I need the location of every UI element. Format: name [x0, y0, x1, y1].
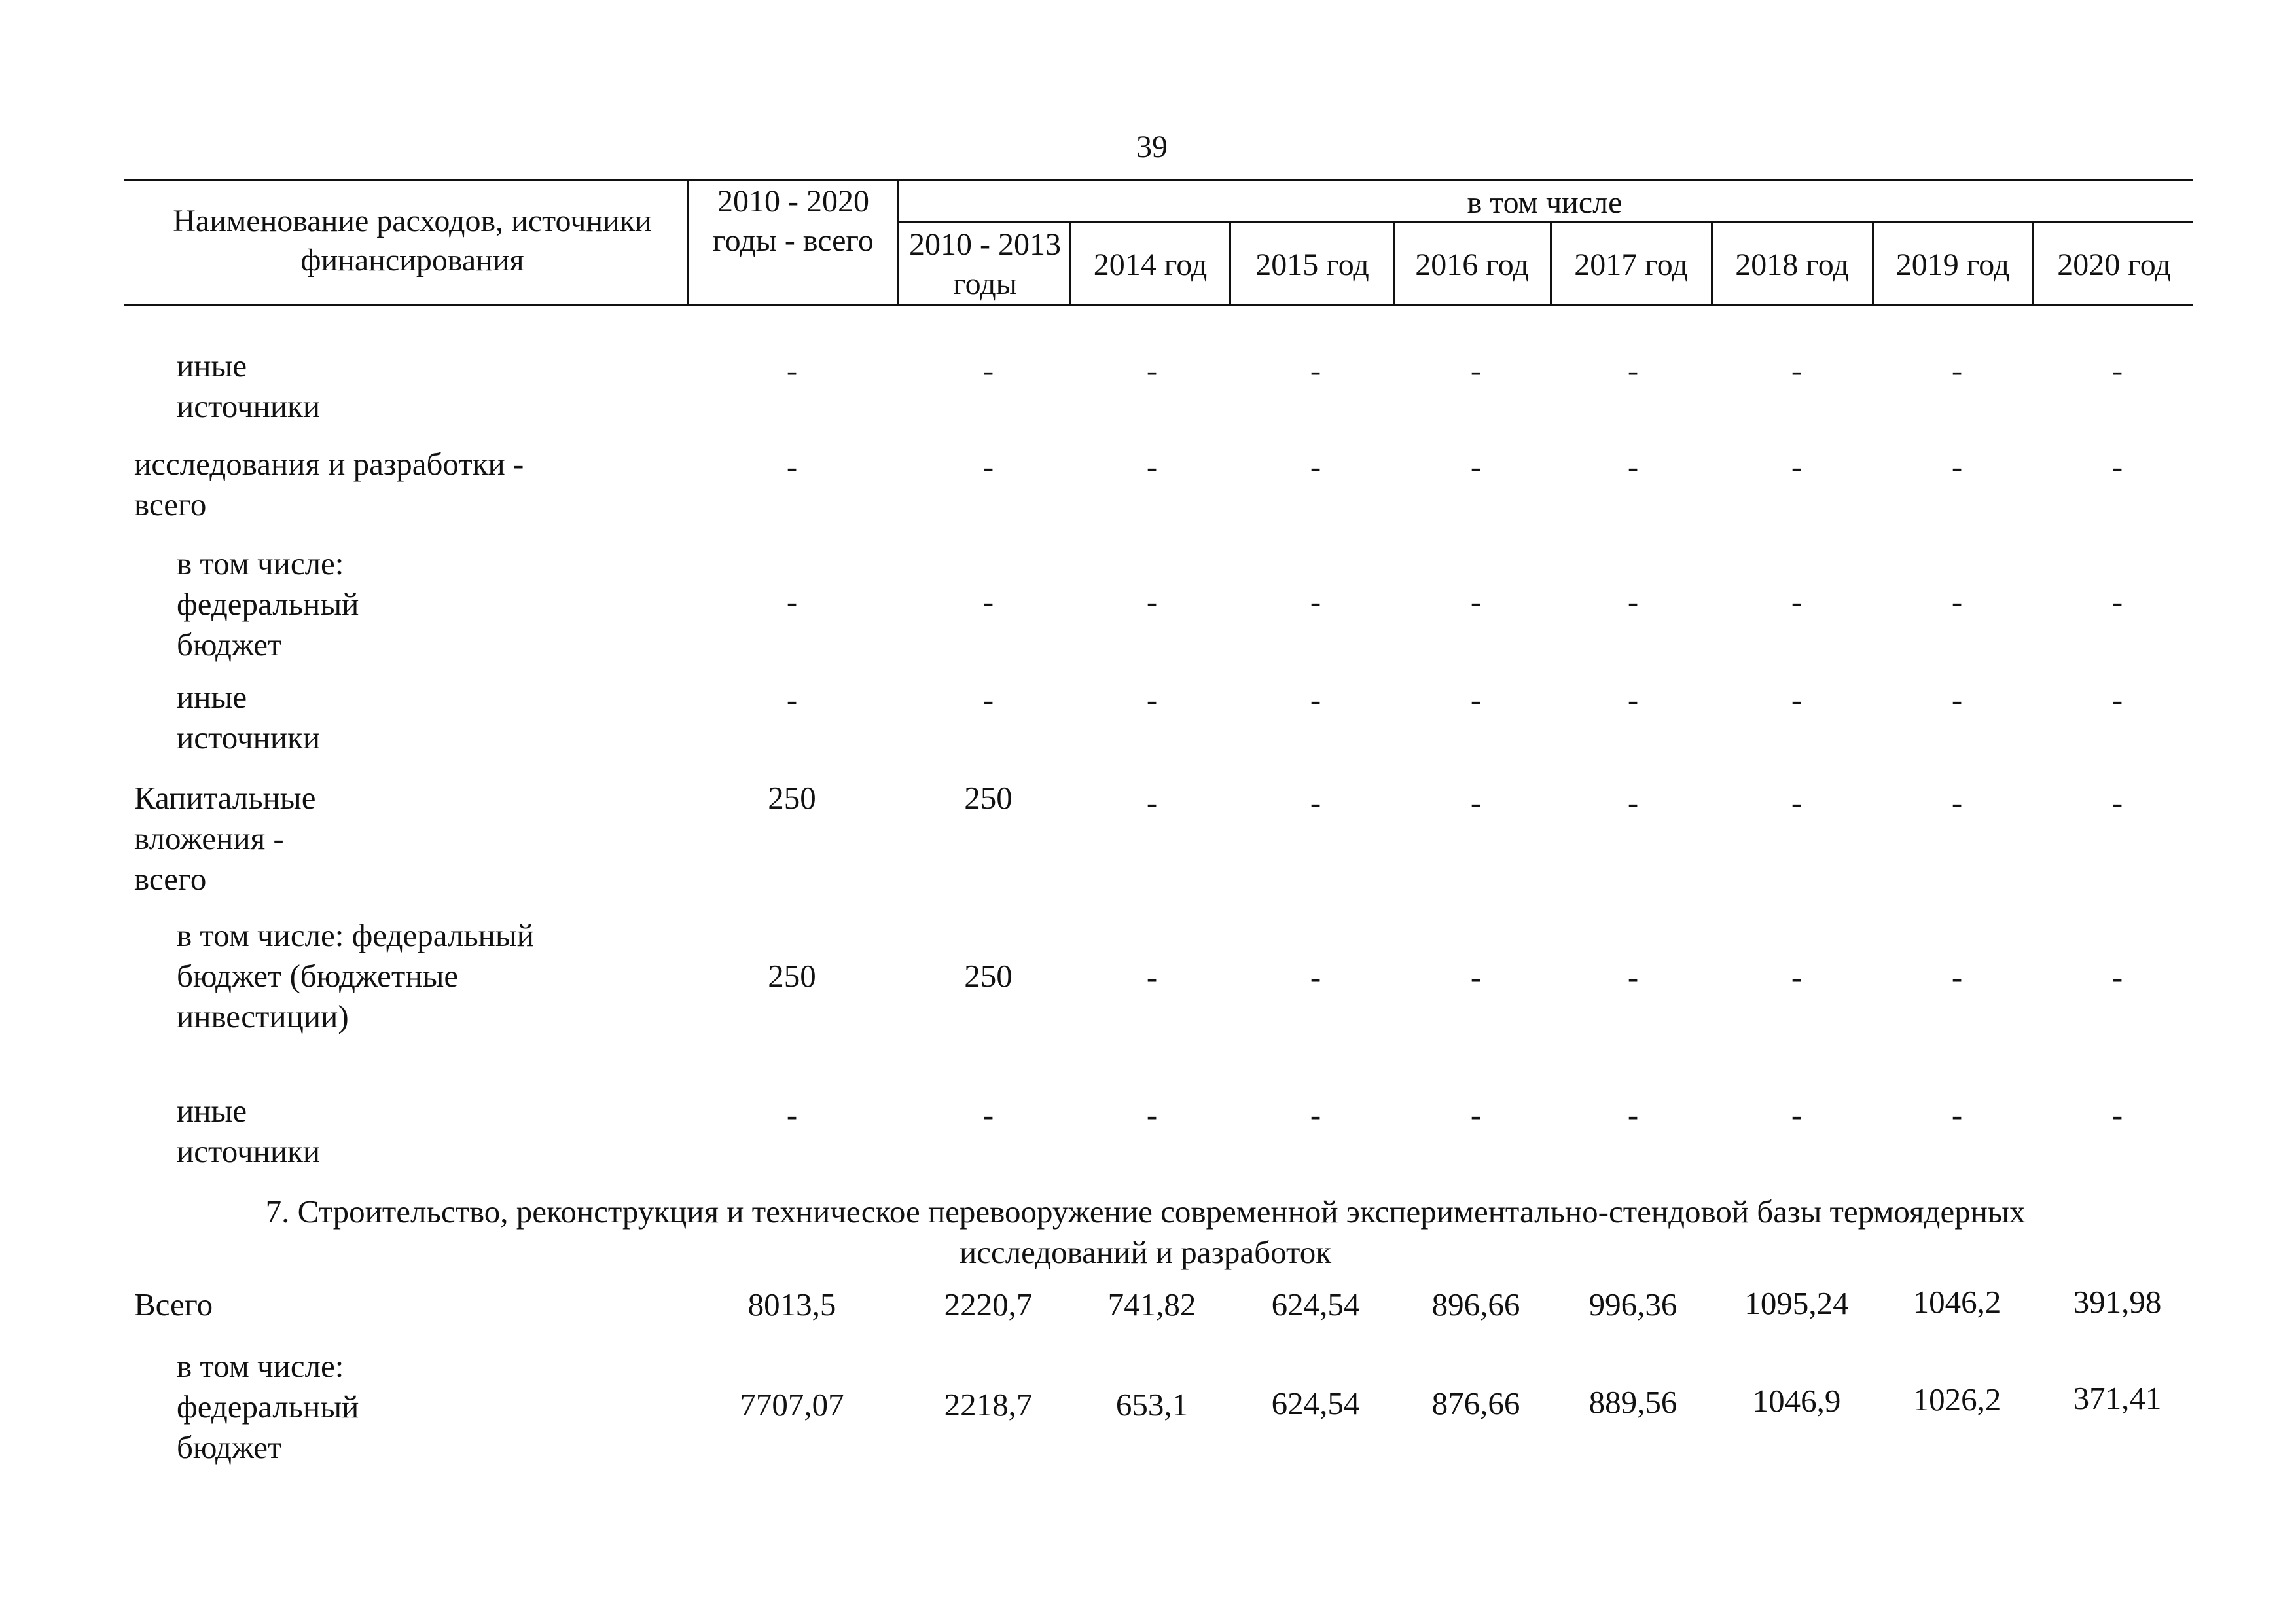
row-label: исследования и разработки - всего — [134, 446, 524, 522]
row-value: - — [1146, 1097, 1158, 1133]
row-label: в том числе: федеральный бюджет — [177, 1348, 359, 1465]
header-top-rule — [124, 179, 2193, 181]
header-divider — [1229, 221, 1231, 305]
row-value: - — [1310, 784, 1321, 820]
header-divider — [1872, 221, 1874, 305]
row-value: - — [1310, 583, 1321, 619]
row-value: 896,66 — [1431, 1286, 1520, 1322]
header-subcol-2010-2013: 2010 - 2013 годы — [909, 227, 1061, 301]
row-value: - — [786, 682, 798, 718]
row-value: - — [1627, 959, 1639, 995]
row-value: - — [1146, 448, 1158, 484]
row-value: - — [1146, 784, 1158, 820]
row-label: иные источники — [177, 679, 321, 756]
row-value: - — [1791, 959, 1803, 995]
row-value: 1046,9 — [1752, 1383, 1841, 1419]
row-value: - — [1627, 448, 1639, 484]
row-value: 1026,2 — [1912, 1381, 2001, 1417]
row-value: - — [1146, 352, 1158, 388]
header-total-column: 2010 - 2020 годы - всего — [713, 184, 874, 258]
row-value: 624,54 — [1271, 1385, 1360, 1421]
row-value: - — [1310, 448, 1321, 484]
row-value: - — [1791, 448, 1803, 484]
row-value: - — [1951, 1097, 1963, 1133]
row-value: - — [1791, 1097, 1803, 1133]
page-number: 39 — [1136, 130, 1168, 164]
row-value: - — [982, 448, 994, 484]
row-value: - — [786, 352, 798, 388]
row-value: 741,82 — [1107, 1286, 1196, 1322]
row-value: - — [1791, 352, 1803, 388]
row-value: - — [786, 583, 798, 619]
row-label: в том числе: федеральный бюджет (бюджетные инвестиции) — [177, 917, 535, 1034]
row-value: - — [1310, 1097, 1321, 1133]
row-value: - — [1470, 1097, 1482, 1133]
row-value: - — [1951, 682, 1963, 718]
header-subcol-2015: 2015 год — [1255, 247, 1369, 282]
row-value: - — [1791, 583, 1803, 619]
row-value: - — [982, 1097, 994, 1133]
row-value: - — [2111, 1097, 2123, 1133]
header-subcol-2018: 2018 год — [1735, 247, 1849, 282]
row-value: 250 — [768, 958, 816, 994]
row-value: - — [2111, 583, 2123, 619]
header-subcol-2020: 2020 год — [2057, 247, 2171, 282]
row-value: - — [1627, 352, 1639, 388]
row-value: - — [1627, 784, 1639, 820]
row-label: Всего — [134, 1286, 213, 1322]
header-divider — [2032, 221, 2034, 305]
row-value: - — [1951, 448, 1963, 484]
row-value: - — [1310, 682, 1321, 718]
row-value: - — [1146, 959, 1158, 995]
row-value: - — [786, 1097, 798, 1133]
header-divider — [1550, 221, 1552, 305]
header-name-column: Наименование расходов, источники финансирования — [173, 204, 652, 278]
header-divider — [1711, 221, 1713, 305]
row-value: 250 — [768, 780, 816, 816]
row-value: - — [1146, 682, 1158, 718]
row-value: - — [1791, 682, 1803, 718]
row-value: - — [1951, 959, 1963, 995]
row-value: - — [1470, 448, 1482, 484]
row-value: - — [1470, 583, 1482, 619]
row-value: - — [1470, 784, 1482, 820]
header-divider — [897, 179, 899, 305]
row-value: - — [1310, 352, 1321, 388]
section-title: 7. Строительство, реконструкция и техническое перевооружение современной экспериментально-стендовой базы термоядерных исследований и разработок — [265, 1194, 2026, 1270]
row-value: 8013,5 — [747, 1286, 836, 1322]
row-value: - — [982, 352, 994, 388]
row-label: в том числе: федеральный бюджет — [177, 545, 359, 663]
row-value: 391,98 — [2073, 1284, 2162, 1320]
row-value: - — [1791, 784, 1803, 820]
header-divider — [1069, 221, 1071, 305]
row-value: - — [1470, 682, 1482, 718]
row-value: - — [2111, 448, 2123, 484]
row-value: 250 — [964, 780, 1013, 816]
row-value: - — [1470, 959, 1482, 995]
row-value: 653,1 — [1115, 1387, 1189, 1423]
row-value: - — [2111, 682, 2123, 718]
row-value: 624,54 — [1271, 1286, 1360, 1322]
row-value: 7707,07 — [740, 1387, 844, 1423]
row-value: - — [1951, 784, 1963, 820]
row-value: - — [2111, 352, 2123, 388]
row-label: иные источники — [177, 1093, 321, 1169]
row-value: - — [2111, 959, 2123, 995]
row-value: - — [1951, 352, 1963, 388]
row-value: 876,66 — [1431, 1385, 1520, 1421]
row-value: - — [1627, 682, 1639, 718]
row-value: 996,36 — [1588, 1286, 1677, 1322]
row-label: иные источники — [177, 348, 321, 424]
row-value: - — [982, 682, 994, 718]
header-subcol-2014: 2014 год — [1093, 247, 1208, 282]
row-value: 250 — [964, 958, 1013, 994]
row-value: - — [2111, 784, 2123, 820]
row-value: - — [1951, 583, 1963, 619]
header-including: в том числе — [1467, 185, 1623, 220]
row-value: - — [1310, 959, 1321, 995]
row-value: 1046,2 — [1912, 1284, 2001, 1320]
row-value: 889,56 — [1588, 1384, 1677, 1420]
row-value: - — [786, 448, 798, 484]
row-label: Капитальные вложения - всего — [134, 780, 316, 897]
row-value: - — [1470, 352, 1482, 388]
header-divider — [687, 179, 689, 305]
header-subcol-2019: 2019 год — [1895, 247, 2010, 282]
header-subcol-2016: 2016 год — [1415, 247, 1529, 282]
header-divider — [1393, 221, 1395, 305]
row-value: - — [1627, 583, 1639, 619]
header-bottom-rule — [124, 304, 2193, 306]
row-value: - — [1146, 583, 1158, 619]
row-value: 2220,7 — [944, 1286, 1033, 1322]
header-subcol-2017: 2017 год — [1574, 247, 1688, 282]
row-value: 371,41 — [2073, 1380, 2162, 1416]
row-value: 2218,7 — [944, 1387, 1033, 1423]
row-value: - — [982, 583, 994, 619]
row-value: 1095,24 — [1744, 1285, 1849, 1321]
row-value: - — [1627, 1097, 1639, 1133]
